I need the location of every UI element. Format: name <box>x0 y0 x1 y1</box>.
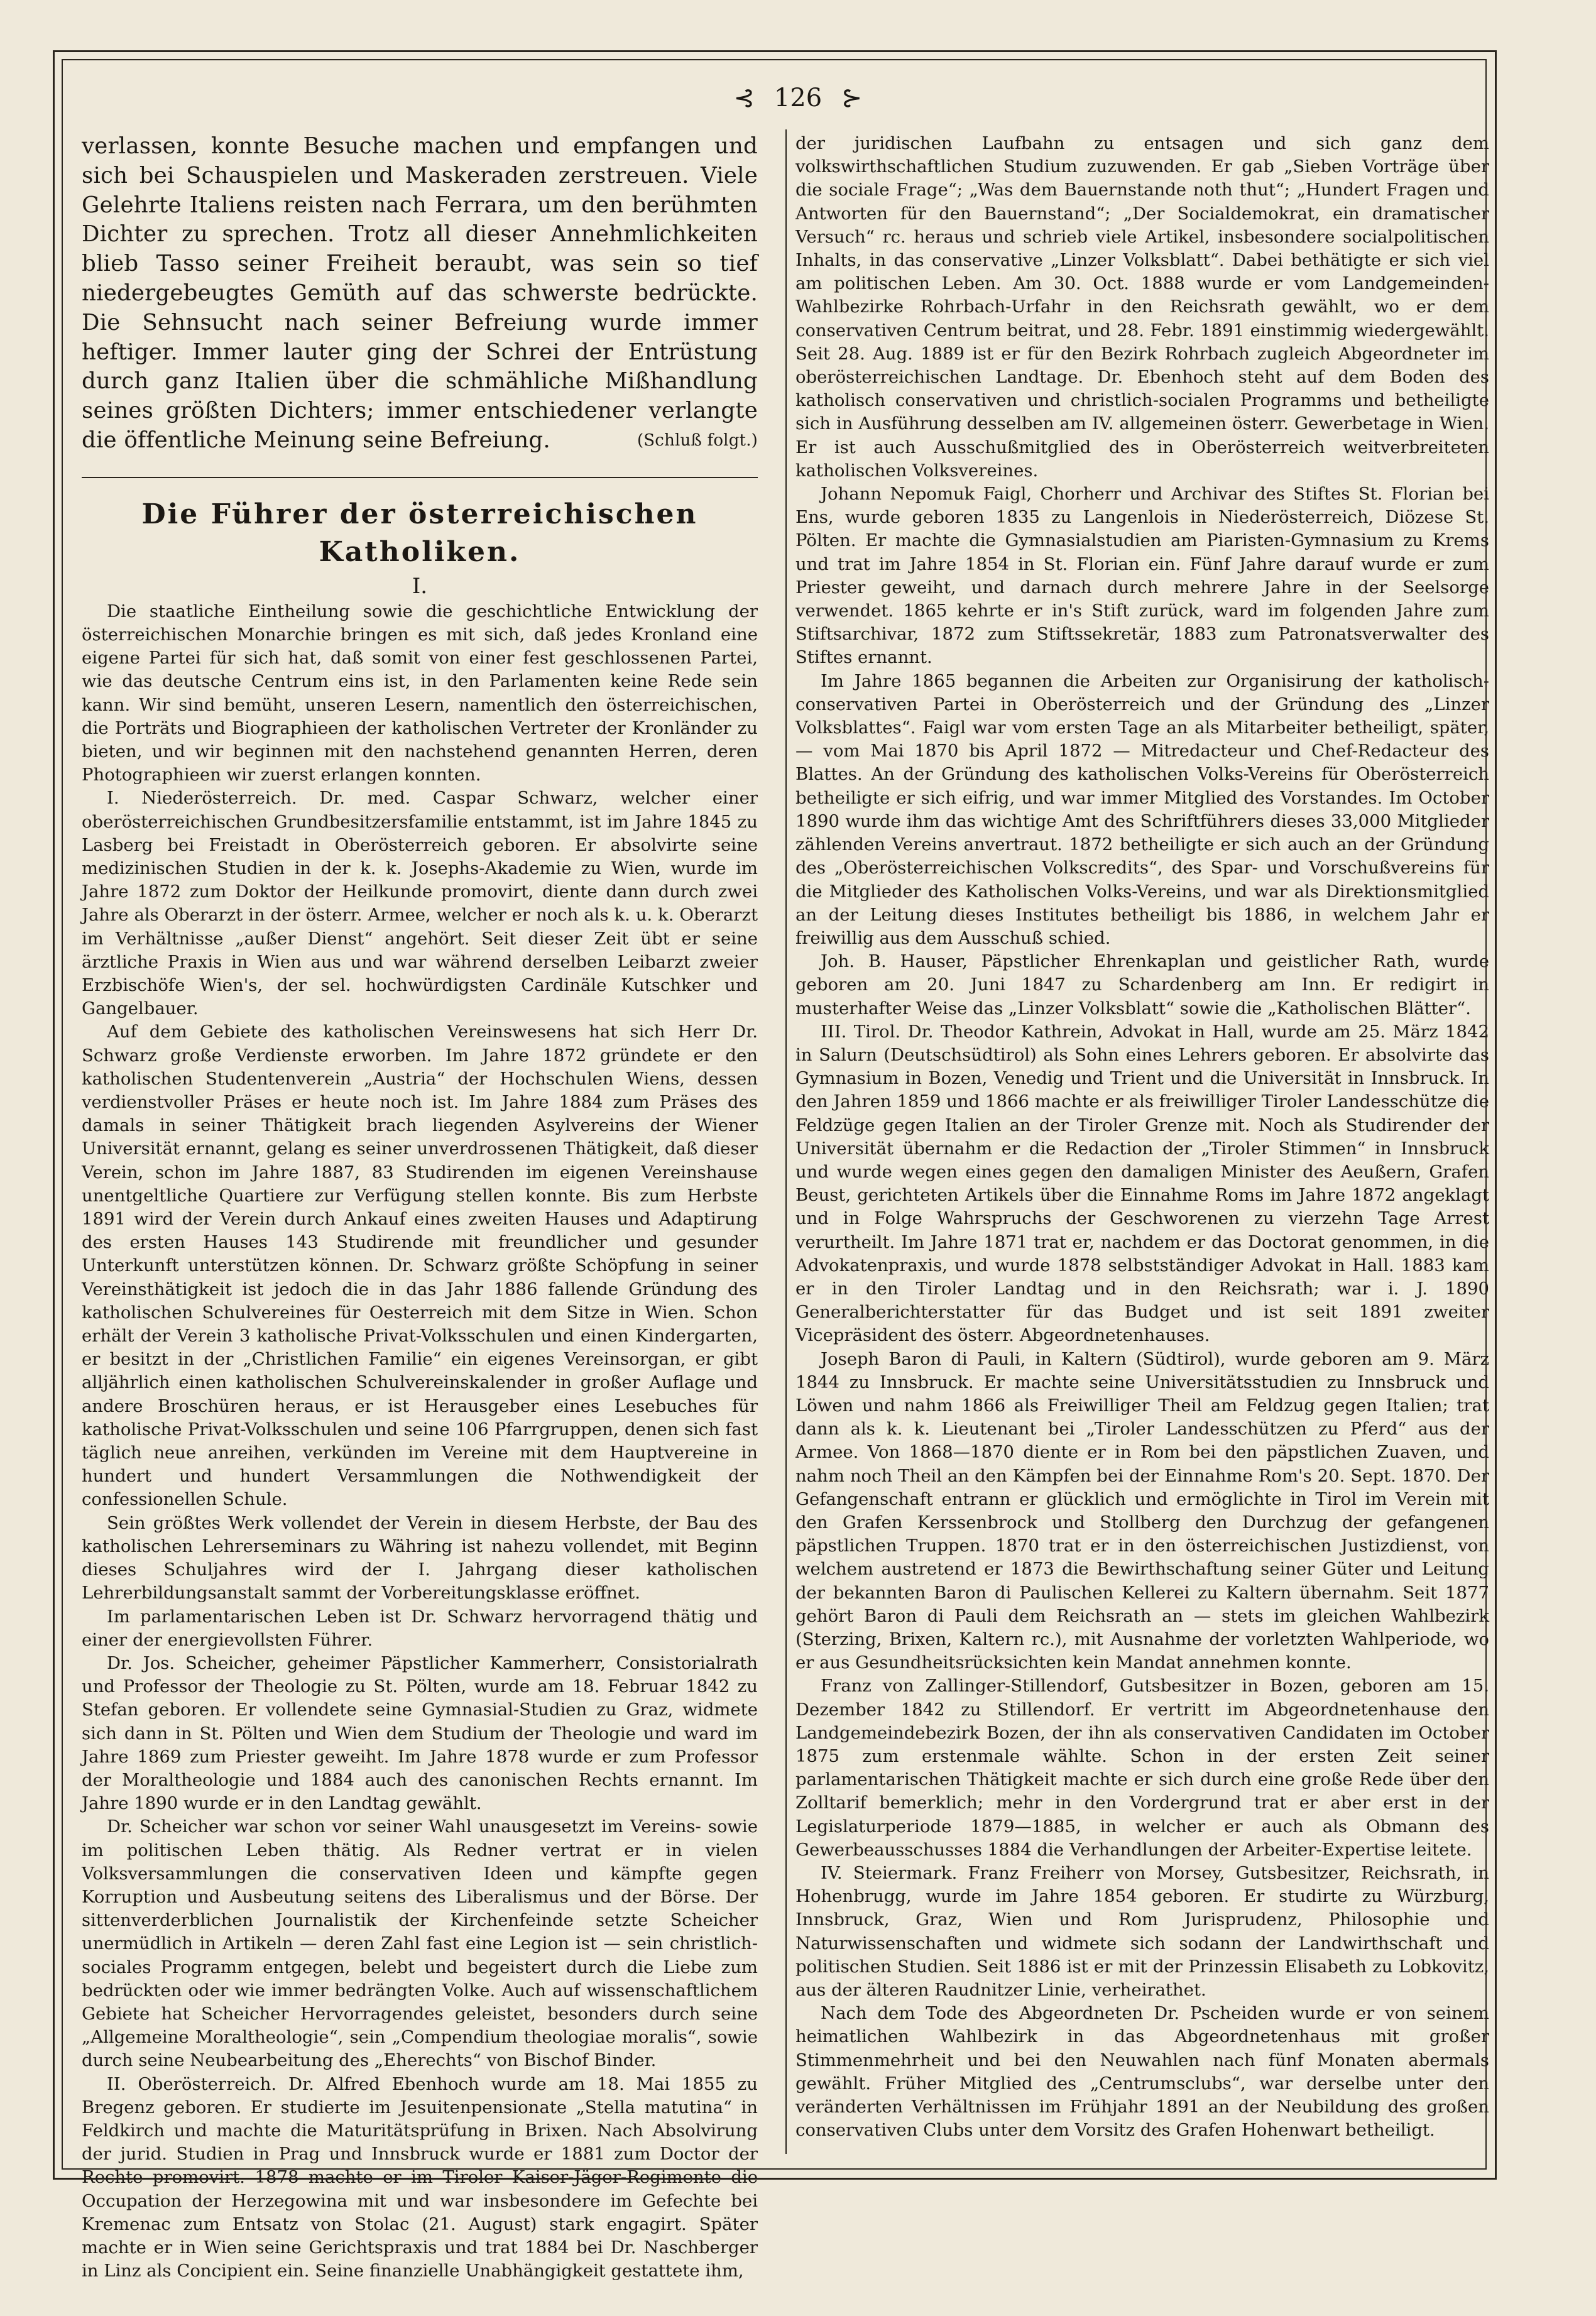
to-be-continued-note: (Schluß folgt.) <box>637 430 758 450</box>
column-divider <box>785 129 787 2154</box>
article-paragraph: Auf dem Gebiete des katholischen Vereinswesens hat sich Herr Dr. Schwarz große Verdienste erworben. Im Jahre 1872 gründete er den katholischen Studentenverein „Austria“ der Hochschulen Wiens, dessen verdienstvoller Präses er heute noch ist. Im Jahre 1884 zum Präses des damals in seiner Thätigkeit brach liegenden Asylvereins der Wiener Universität ernannt, gelang es seiner unverdrossenen Thätigkeit, daß dieser Verein, schon im Jahre 1887, 83 Studirenden im eigenen Vereinshause unentgeltliche Quartiere zur Verfügung stellen konnte. Bis zum Herbste 1891 wird der Verein durch Ankauf eines zweiten Hauses und Adaptirung des ersten Hauses 143 Studirende mit freundlicher und gesunder Unterkunft unterstützen können. Dr. Schwarz größte Schöpfung in seiner Vereinsthätigkeit ist jedoch die in das Jahr 1886 fallende Gründung des katholischen Schulvereines für Oesterreich mit dem Sitze in Wien. Schon erhält der Verein 3 katholische Privat-Volksschulen und einen Kindergarten, er besitzt in der „Christlichen Familie“ ein eigenes Vereinsorgan, er gibt alljährlich einen katholischen Schulvereinskalender in großer Auflage und andere Broschüren heraus, er ist Herausgeber eines Lesebuches für katholische Privat-Volksschulen und seine 106 Pfarrgruppen, denen sich fast täglich neue anreihen, verkünden im Vereine mit dem Hauptvereine in hundert und hundert Versammlungen die Nothwendigkeit der confessionellen Schule. <box>82 1022 758 1510</box>
article-body-right <box>795 132 1489 2142</box>
article-paragraph: IV. Steiermark. Franz Freiherr von Morsey, Gutsbesitzer, Reichsrath, in Hohenbrugg, wurde im Jahre 1854 geboren. Er studirte zu Würzburg, Innsbruck, Graz, Wien und Rom Jurisprudenz, Philosophie und Naturwissenschaften und widmete sich sodann der Landwirthschaft und politischen Studien. Seit 1886 ist er mit der Prinzessin Elisabeth zu Lobkovitz, aus der älteren Raudnitzer Linie, verheirathet. <box>795 1863 1489 2001</box>
left-column <box>82 132 758 2283</box>
article-paragraph: Sein größtes Werk vollendet der Verein in diesem Herbste, der Bau des katholischen Lehrerseminars zu Währing ist nahezu vollendet, mit Beginn dieses Schuljahres wird der I. Jahrgang dieser katholischen Lehrerbildungsanstalt sammt der Vorbereitungsklasse eröffnet. <box>82 1512 758 1603</box>
article-paragraph: III. Tirol. Dr. Theodor Kathrein, Advokat in Hall, wurde am 25. März 1842 in Salurn (Deutschsüdtirol) als Sohn eines Lehrers geboren. Er absolvirte das Gymnasium in Bozen, Venedig und Trient und die Universität in Innsbruck. In den Jahren 1859 und 1866 machte er als freiwilliger Tiroler Landesschütze die Feldzüge gegen Italien an der Tiroler Grenze mit. Noch als Studirender der Universität übernahm er die Redaction der „Tiroler Stimmen“ in Innsbruck und wurde wegen eines gegen den damaligen Minister des Aeußern, Grafen Beust, gerichteten Artikels über die Einnahme Roms im Jahre 1872 angeklagt und in Folge Wahrspruchs der Geschworenen zu vierzehn Tage Arrest verurtheilt. Im Jahre 1871 trat er, nachdem er das Doctorat genommen, in die Advokatenpraxis, und wurde 1878 selbstständiger Advokat in Hall. 1883 kam er in den Tiroler Landtag und in den Reichsrath; war i. J. 1890 Generalberichterstatter für das Budget und ist seit 1891 zweiter Vicepräsident des österr. Abgeordnetenhauses. <box>795 1021 1489 1346</box>
section-divider <box>82 477 758 478</box>
ornament-left-icon: ⊰ <box>733 84 755 112</box>
article-paragraph: I. Niederösterreich. Dr. med. Caspar Schwarz, welcher einer oberösterreichischen Grundbesitzersfamilie entstammt, ist im Jahre 1845 zu Lasberg bei Freistadt in Oberösterreich geboren. Er absolvirte seine medizinischen Studien in der k. k. Josephs-Akademie zu Wien, wurde im Jahre 1872 zum Doktor der Heilkunde promovirt, diente dann durch zwei Jahre als Oberarzt in der österr. Armee, welcher er noch als k. u. k. Oberarzt im Verhältnisse „außer Dienst“ angehört. Seit dieser Zeit übt er seine ärztliche Praxis in Wien aus und war während derselben Leibarzt zweier Erzbischöfe Wien's, der sel. hochwürdigsten Cardinäle Kutschker und Gangelbauer. <box>82 788 758 1019</box>
page-number: 126 <box>773 84 823 112</box>
article-paragraph: Die staatliche Eintheilung sowie die geschichtliche Entwicklung der österreichischen Monarchie bringen es mit sich, daß jedes Kronland eine eigene Partei für sich hat, daß somit von einer fest geschlossenen Partei, wie das deutsche Centrum eins ist, in den Parlamenten keine Rede sein kann. Wir sind bemüht, unseren Lesern, namentlich den österreichischen, die Porträts und Biographieen der katholischen Vertreter der Kronländer zu bieten, und wir beginnen mit den nachstehend genannten Herren, deren Photographieen wir zuerst erlangen konnten. <box>82 601 758 785</box>
article-paragraph: II. Oberösterreich. Dr. Alfred Ebenhoch wurde am 18. Mai 1855 zu Bregenz geboren. Er studierte im Jesuitenpensionate „Stella matutina“ in Feldkirch und machte die Maturitätsprüfung in Brixen. Nach Absolvirung der jurid. Studien in Prag und Innsbruck wurde er 1881 zum Doctor der Rechte promovirt. 1878 machte er im Tiroler Kaiser-Jäger-Regimente die Occupation der Herzegowina mit und war insbesondere im Gefechte bei Kremenac zum Entsatz von Stolac (21. August) stark engagirt. Später machte er in Wien seine Gerichtspraxis und trat 1884 bei Dr. Naschberger in Linz als Concipient ein. Seine finanzielle Unabhängigkeit gestattete ihm, <box>82 2073 758 2281</box>
continued-story-text: verlassen, konnte Besuche machen und empfangen und sich bei Schauspielen und Maskeraden zerstreuen. Viele Gelehrte Italiens reisten nach Ferrara, um den berühmten Dichter zu sprechen. Trotz all dieser Annehmlichkeiten blieb Tasso seiner Freiheit beraubt, was sein so tief niedergebeugtes Gemüth auf das schwerste bedrückte. Die Sehnsucht nach seiner Befreiung wurde immer heftiger. Immer lauter ging der Schrei der Entrüstung durch ganz Italien über die schmähliche Mißhandlung seines größten Dichters; immer entschiedener verlangte die öffentliche Meinung seine Befreiung. <box>82 133 758 453</box>
article-paragraph: Franz von Zallinger-Stillendorf, Gutsbesitzer in Bozen, geboren am 15. Dezember 1842 zu Stillendorf. Er vertritt im Abgeordnetenhause den Landgemeindebezirk Bozen, der ihn als conservativen Candidaten im October 1875 zum erstenmale wählte. Schon in der ersten Zeit seiner parlamentarischen Thätigkeit machte er sich durch eine große Rede über den Zolltarif bemerklich; mehr in den Vordergrund trat er aber erst in der Legislaturperiode 1879—1885, in welcher er auch als Obmann des Gewerbeausschusses 1884 die Verhandlungen der Arbeiter-Expertise leitete. <box>795 1676 1489 1860</box>
ornament-right-icon: ⊱ <box>841 84 863 112</box>
article-paragraph: Dr. Scheicher war schon vor seiner Wahl unausgesetzt im Vereins- sowie im politischen Leben thätig. Als Redner vertrat er in vielen Volksversammlungen die conservativen Ideen und kämpfte gegen Korruption und Ausbeutung seitens des Liberalismus und der Börse. Der sittenverderblichen Journalistik der Kirchenfeinde setzte Scheicher unermüdlich in Artikeln — deren Zahl fast eine Legion ist — sein christlich-sociales Programm entgegen, belebt und begeistert durch die Liebe zum bedrückten oder wie immer bedrängten Volke. Auch auf wissenschaftlichem Gebiete hat Scheicher Hervorragendes geleistet, besonders durch seine „Allgemeine Moraltheologie“, sein „Compendium theologiae moralis“, sowie durch seine Neubearbeitung des „Eherechts“ von Bischof Binder. <box>82 1816 758 2071</box>
article-paragraph: Im Jahre 1865 begannen die Arbeiten zur Organisirung der katholisch-conservativen Partei in Oberösterreich und der Gründung des „Linzer Volksblattes“. Faigl war vom ersten Tage an als Mitarbeiter betheiligt, später, — vom Mai 1870 bis April 1872 — Mitredacteur und Chef-Redacteur des Blattes. An der Gründung des katholischen Volks-Vereins für Oberösterreich betheiligte er sich eifrig, und war immer Mitglied des Vorstandes. Im October 1890 wurde ihm das wichtige Amt des Schriftführers dieses 33,000 Mitglieder zählenden Vereins anvertraut. 1872 betheiligte er sich auch an der Gründung des „Oberösterreichischen Volkscredits“, des Spar- und Vorschußvereins für die Mitglieder des Katholischen Volks-Vereins, und war als Direktionsmitglied an der Leitung dieses Institutes betheiligt bis 1886, in welchem Jahr er freiwillig aus dem Ausschuß schied. <box>795 670 1489 948</box>
article-paragraph: Johann Nepomuk Faigl, Chorherr und Archivar des Stiftes St. Florian bei Ens, wurde geboren 1835 zu Langenlois in Niederösterreich, Diözese St. Pölten. Er machte die Gymnasialstudien am Piaristen-Gymnasium zu Krems und trat im Jahre 1854 in St. Florian ein. Fünf Jahre darauf wurde er zum Priester geweiht, und darnach durch mehrere Jahre in der Seelsorge verwendet. 1865 kehrte er in's Stift zurück, ward im folgenden Jahre zum Stiftsarchivar, 1872 zum Stiftssekretär, 1883 zum Patronatsverwalter des Stiftes ernannt. <box>795 484 1489 668</box>
article-part-number: I. <box>412 573 428 599</box>
article-paragraph: Joh. B. Hauser, Päpstlicher Ehrenkaplan und geistlicher Rath, wurde geboren am 20. Juni 1847 zu Schardenberg am Inn. Er redigirt in musterhafter Weise das „Linzer Volksblatt“ sowie die „Katholischen Blätter“. <box>795 951 1489 1019</box>
article-paragraph: Joseph Baron di Pauli, in Kaltern (Südtirol), wurde geboren am 9. März 1844 zu Innsbruck. Er machte seine Universitätsstudien zu Innsbruck und Löwen und nahm 1866 als Freiwilliger Theil am Feldzug gegen Italien; trat dann als k. k. Lieutenant bei „Tiroler Landesschützen zu Pferd“ aus der Armee. Von 1868—1870 diente er in Rom bei den päpstlichen Zuaven, und nahm noch Theil an den Kämpfen bei der Einnahme Rom's 20. Sept. 1870. Der Gefangenschaft entrann er glücklich und ermöglichte in Tirol im Verein mit den Grafen Kerssenbrock und Stollberg den Durchzug der gefangenen päpstlichen Truppen. 1870 trat er in den österreichischen Justizdienst, von welchem austretend er 1873 die Bewirthschaftung seiner Güter und Leitung der bekannten Baron di Paulischen Kellerei zu Kaltern übernahm. Seit 1877 gehört Baron di Pauli dem Reichsrath an — stets im gleichen Wahlbezirk (Sterzing, Brixen, Kaltern rc.), mit Ausnahme der vorletzten Wahlperiode, wo er aus Gesundheitsrücksichten kein Mandat annehmen konnte. <box>795 1348 1489 1673</box>
article-body-left <box>82 600 758 2283</box>
article-title: Die Führer der österreichischen Katholiken. <box>141 498 698 568</box>
continued-story <box>82 132 758 456</box>
article-paragraph: der juridischen Laufbahn zu entsagen und sich ganz dem volkswirthschaftlichen Studium zuzuwenden. Er gab „Sieben Vorträge über die sociale Frage“; „Was dem Bauernstande noth thut“; „Hundert Fragen und Antworten für den Bauernstand“; „Der Socialdemokrat, ein dramatischer Versuch“ rc. heraus und schrieb viele Artikel, insbesondere socialpolitischen Inhalts, in das conservative „Linzer Volksblatt“. Dabei bethätigte er sich viel am politischen Leben. Am 30. Oct. 1888 wurde er vom Landgemeinden-Wahlbezirke Rohrbach-Urfahr in den Reichsrath gewählt, wo er dem conservativen Centrum beitrat, und 28. Febr. 1891 einstimmig wiedergewählt. Seit 28. Aug. 1889 ist er für den Bezirk Rohrbach zugleich Abgeordneter im oberösterreichischen Landtage. Dr. Ebenhoch steht auf dem Boden des katholisch conservativen und christlich-socialen Programms und betheiligte sich in Ausführung desselben am IV. allgemeinen österr. Gewerbetage in Wien. Er ist auch Ausschußmitglied des in Oberösterreich weitverbreiteten katholischen Volksvereines. <box>795 133 1489 481</box>
article-paragraph: Dr. Jos. Scheicher, geheimer Päpstlicher Kammerherr, Consistorialrath und Professor der Theologie zu St. Pölten, wurde am 18. Februar 1842 zu Stefan geboren. Er vollendete seine Gymnasial-Studien zu Graz, widmete sich dann in St. Pölten und Wien dem Studium der Theologie und ward im Jahre 1869 zum Priester geweiht. Im Jahre 1878 wurde er zum Professor der Moraltheologie und 1884 auch des canonischen Rechts ernannt. Im Jahre 1890 wurde er in den Landtag gewählt. <box>82 1652 758 1814</box>
right-column <box>795 132 1489 2142</box>
article-paragraph: Nach dem Tode des Abgeordneten Dr. Pscheiden wurde er von seinem heimatlichen Wahlbezirk in das Abgeordnetenhaus mit großer Stimmenmehrheit und bei den Neuwahlen nach fünf Monaten abermals gewählt. Früher Mitglied des „Centrumsclubs“, war derselbe unter den veränderten Verhältnissen im Frühjahr 1891 an der Neubildung des großen conservativen Clubs unter dem Vorsitz des Grafen Hohenwart betheiligt. <box>795 2003 1489 2141</box>
article-paragraph: Im parlamentarischen Leben ist Dr. Schwarz hervorragend thätig und einer der energievollsten Führer. <box>82 1606 758 1650</box>
page-header <box>628 79 968 117</box>
